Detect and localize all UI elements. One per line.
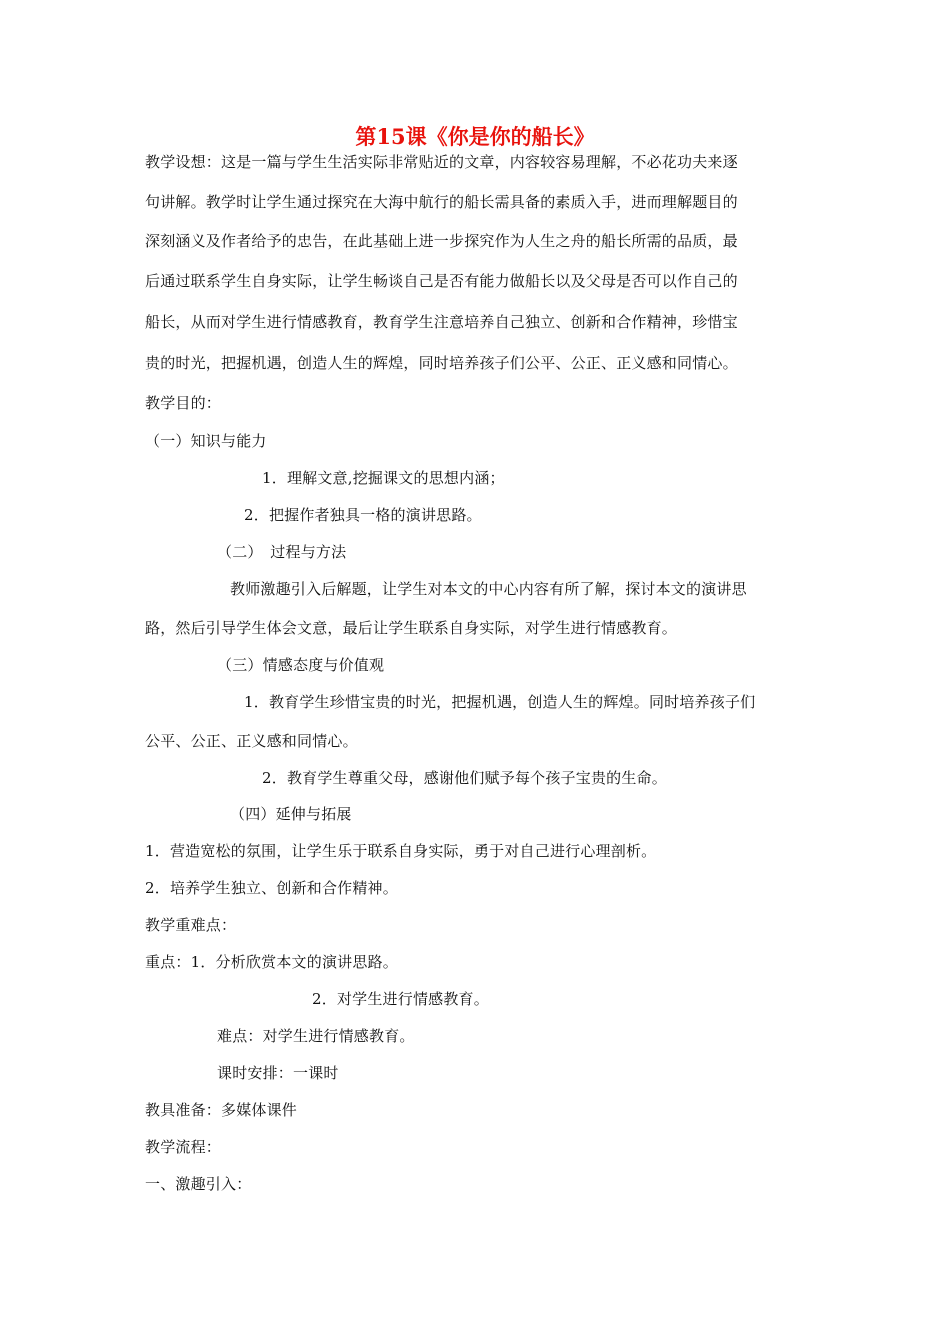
- section-3-heading: （三）情感态度与价值观: [217, 656, 385, 674]
- section-4-item-2: 2．培养学生独立、创新和合作精神。: [145, 879, 398, 897]
- intro-line-6: 贵的时光，把握机遇，创造人生的辉煌，同时培养孩子们公平、公正、正义感和同情心。: [145, 354, 738, 372]
- section-3-item-1-line-1: 1．教育学生珍惜宝贵的时光，把握机遇，创造人生的辉煌。同时培养孩子们: [244, 693, 756, 711]
- section-2-line-1: 教师激趣引入后解题，让学生对本文的中心内容有所了解，探讨本文的演讲思: [230, 580, 747, 598]
- key-points-heading: 教学重难点：: [145, 916, 237, 934]
- section-4-item-1: 1．营造宽松的氛围，让学生乐于联系自身实际，勇于对自己进行心理剖析。: [145, 842, 657, 860]
- class-hours-line: 课时安排：一课时: [217, 1064, 339, 1082]
- section-1-heading: （一）知识与能力: [145, 432, 267, 450]
- goals-heading: 教学目的：: [145, 394, 222, 412]
- key-point-1: 重点：1．分析欣赏本文的演讲思路。: [145, 953, 398, 971]
- intro-line-4: 后通过联系学生自身实际，让学生畅谈自己是否有能力做船长以及父母是否可以作自己的: [145, 272, 738, 290]
- section-3-item-1-line-2: 公平、公正、正义感和同情心。: [145, 732, 358, 750]
- intro-line-5: 船长，从而对学生进行情感教育，教育学生注意培养自己独立、创新和合作精神，珍惜宝: [145, 313, 738, 331]
- section-2-heading: （二） 过程与方法: [217, 543, 347, 561]
- process-heading: 教学流程：: [145, 1138, 222, 1156]
- section-1-item-1: 1．理解文意,挖掘课文的思想内涵；: [262, 469, 505, 487]
- section-2-line-2: 路，然后引导学生体会文意，最后让学生联系自身实际，对学生进行情感教育。: [145, 619, 678, 637]
- document-title: 第15课《你是你的船长》: [355, 124, 595, 149]
- intro-line-3: 深刻涵义及作者给予的忠告，在此基础上进一步探究作为人生之舟的船长所需的品质，最: [145, 232, 738, 250]
- section-3-item-2: 2．教育学生尊重父母，感谢他们赋予每个孩子宝贵的生命。: [262, 769, 667, 787]
- intro-line-1: 教学设想：这是一篇与学生生活实际非常贴近的文章，内容较容易理解，不必花功夫来逐: [145, 153, 738, 171]
- materials-line: 教具准备：多媒体课件: [145, 1101, 298, 1119]
- difficulty-line: 难点：对学生进行情感教育。: [217, 1027, 415, 1045]
- key-point-2: 2．对学生进行情感教育。: [312, 990, 489, 1008]
- section-1-item-2: 2．把握作者独具一格的演讲思路。: [244, 506, 482, 524]
- intro-line-2: 句讲解。教学时让学生通过探究在大海中航行的船长需具备的素质入手，进而理解题目的: [145, 193, 738, 211]
- section-4-heading: （四）延伸与拓展: [230, 805, 352, 823]
- step-1-heading: 一、激趣引入：: [145, 1175, 252, 1193]
